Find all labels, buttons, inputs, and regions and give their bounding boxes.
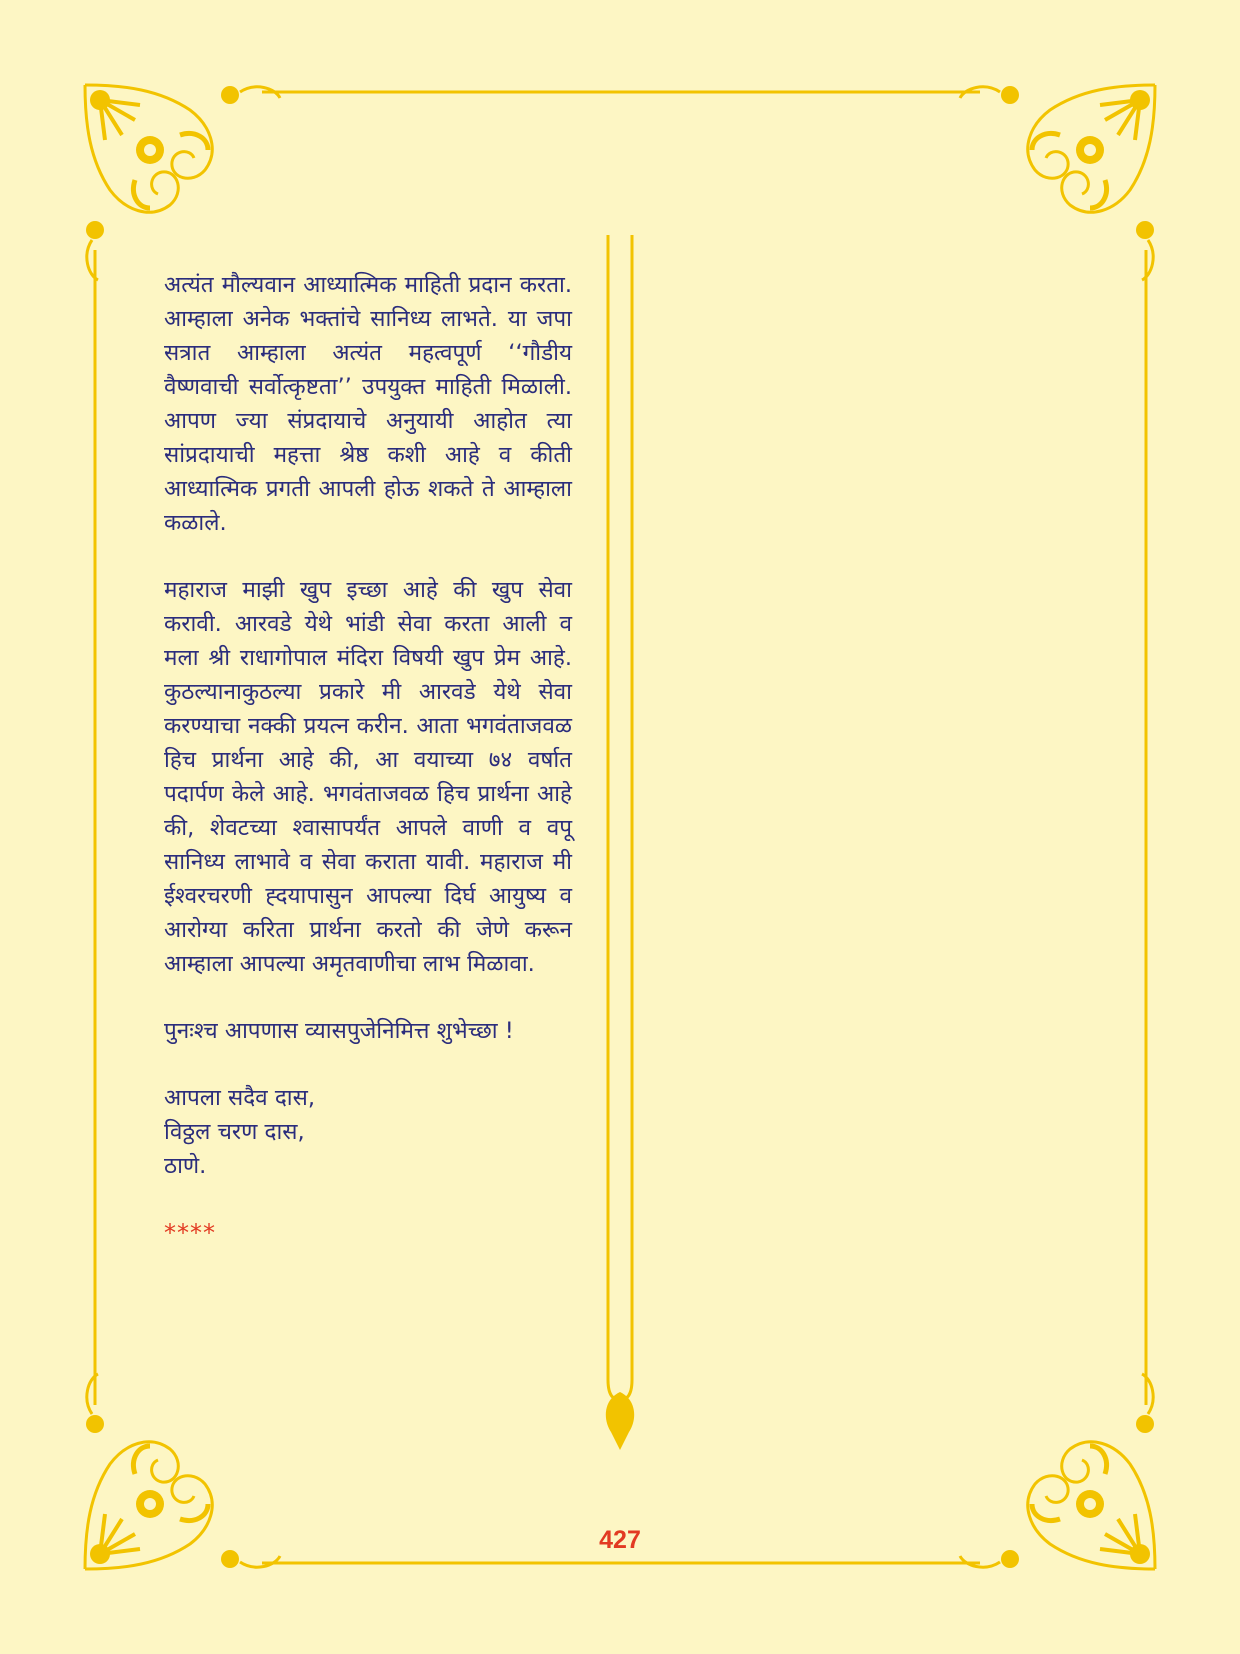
letter-paragraph: अत्यंत मौल्यवान आध्यात्मिक माहिती प्रदान करता. आम्हाला अनेक भक्तांचे सानिध्य लाभते. या जपा सत्रात आम्हाला अत्यंत महत्वपूर्ण ‘‘गौडीय वैष्णवाची सर्वोत्कृष्टता’’ उपयुक्त माहिती मिळाली. आपण ज्या संप्रदायाचे अनुयायी आहोत त्या सांप्रदायाची महत्ता श्रेष्ठ कशी आहे व कीती आध्यात्मिक प्रगती आपली होऊ शकते ते आम्हाला कळाले. bbox=[164, 272, 572, 536]
letter-signature bbox=[164, 1081, 572, 1183]
signature-closing: आपला सदैव दास, bbox=[164, 1085, 315, 1111]
floral-corner-ornament bbox=[85, 85, 280, 280]
signature-name: विठ्ठल चरण दास, bbox=[164, 1119, 305, 1145]
tilak-divider-icon bbox=[606, 235, 634, 1450]
floral-corner-ornament bbox=[960, 85, 1155, 280]
signature-place: ठाणे. bbox=[164, 1153, 207, 1179]
letter-paragraph: महाराज माझी खुप इच्छा आहे की खुप सेवा करावी. आरवडे येथे भांडी सेवा करता आली व मला श्री राधागोपाल मंदिरा विषयी खुप प्रेम आहे. कुठल्यानाकुठल्या प्रकारे मी आरवडे येथे सेवा करण्याचा नक्की प्रयत्न करीन. आता भगवंताजवळ हिच प्रार्थना आहे की, आ वयाच्या ७४ वर्षात पदार्पण केले आहे. भगवंताजवळ हिच प्रार्थना आहे की, शेवटच्या श्वासापर्यंत आपले वाणी व वपू सानिध्य लाभावे व सेवा कराता यावी. महाराज मी ईश्वरचरणी ह्दयापासुन आपल्या दिर्घ आयुष्य व आरोग्या करिता प्रार्थना करतो की जेणे करून आम्हाला आपल्या अमृतवाणीचा लाभ मिळावा. bbox=[164, 577, 572, 977]
page-number: 427 bbox=[599, 1526, 641, 1554]
letter-column bbox=[164, 268, 572, 1250]
end-mark: **** bbox=[164, 1219, 216, 1247]
letter-greeting: पुनःश्च आपणास व्यासपुजेनिमित्त शुभेच्छा ! bbox=[164, 1018, 514, 1044]
